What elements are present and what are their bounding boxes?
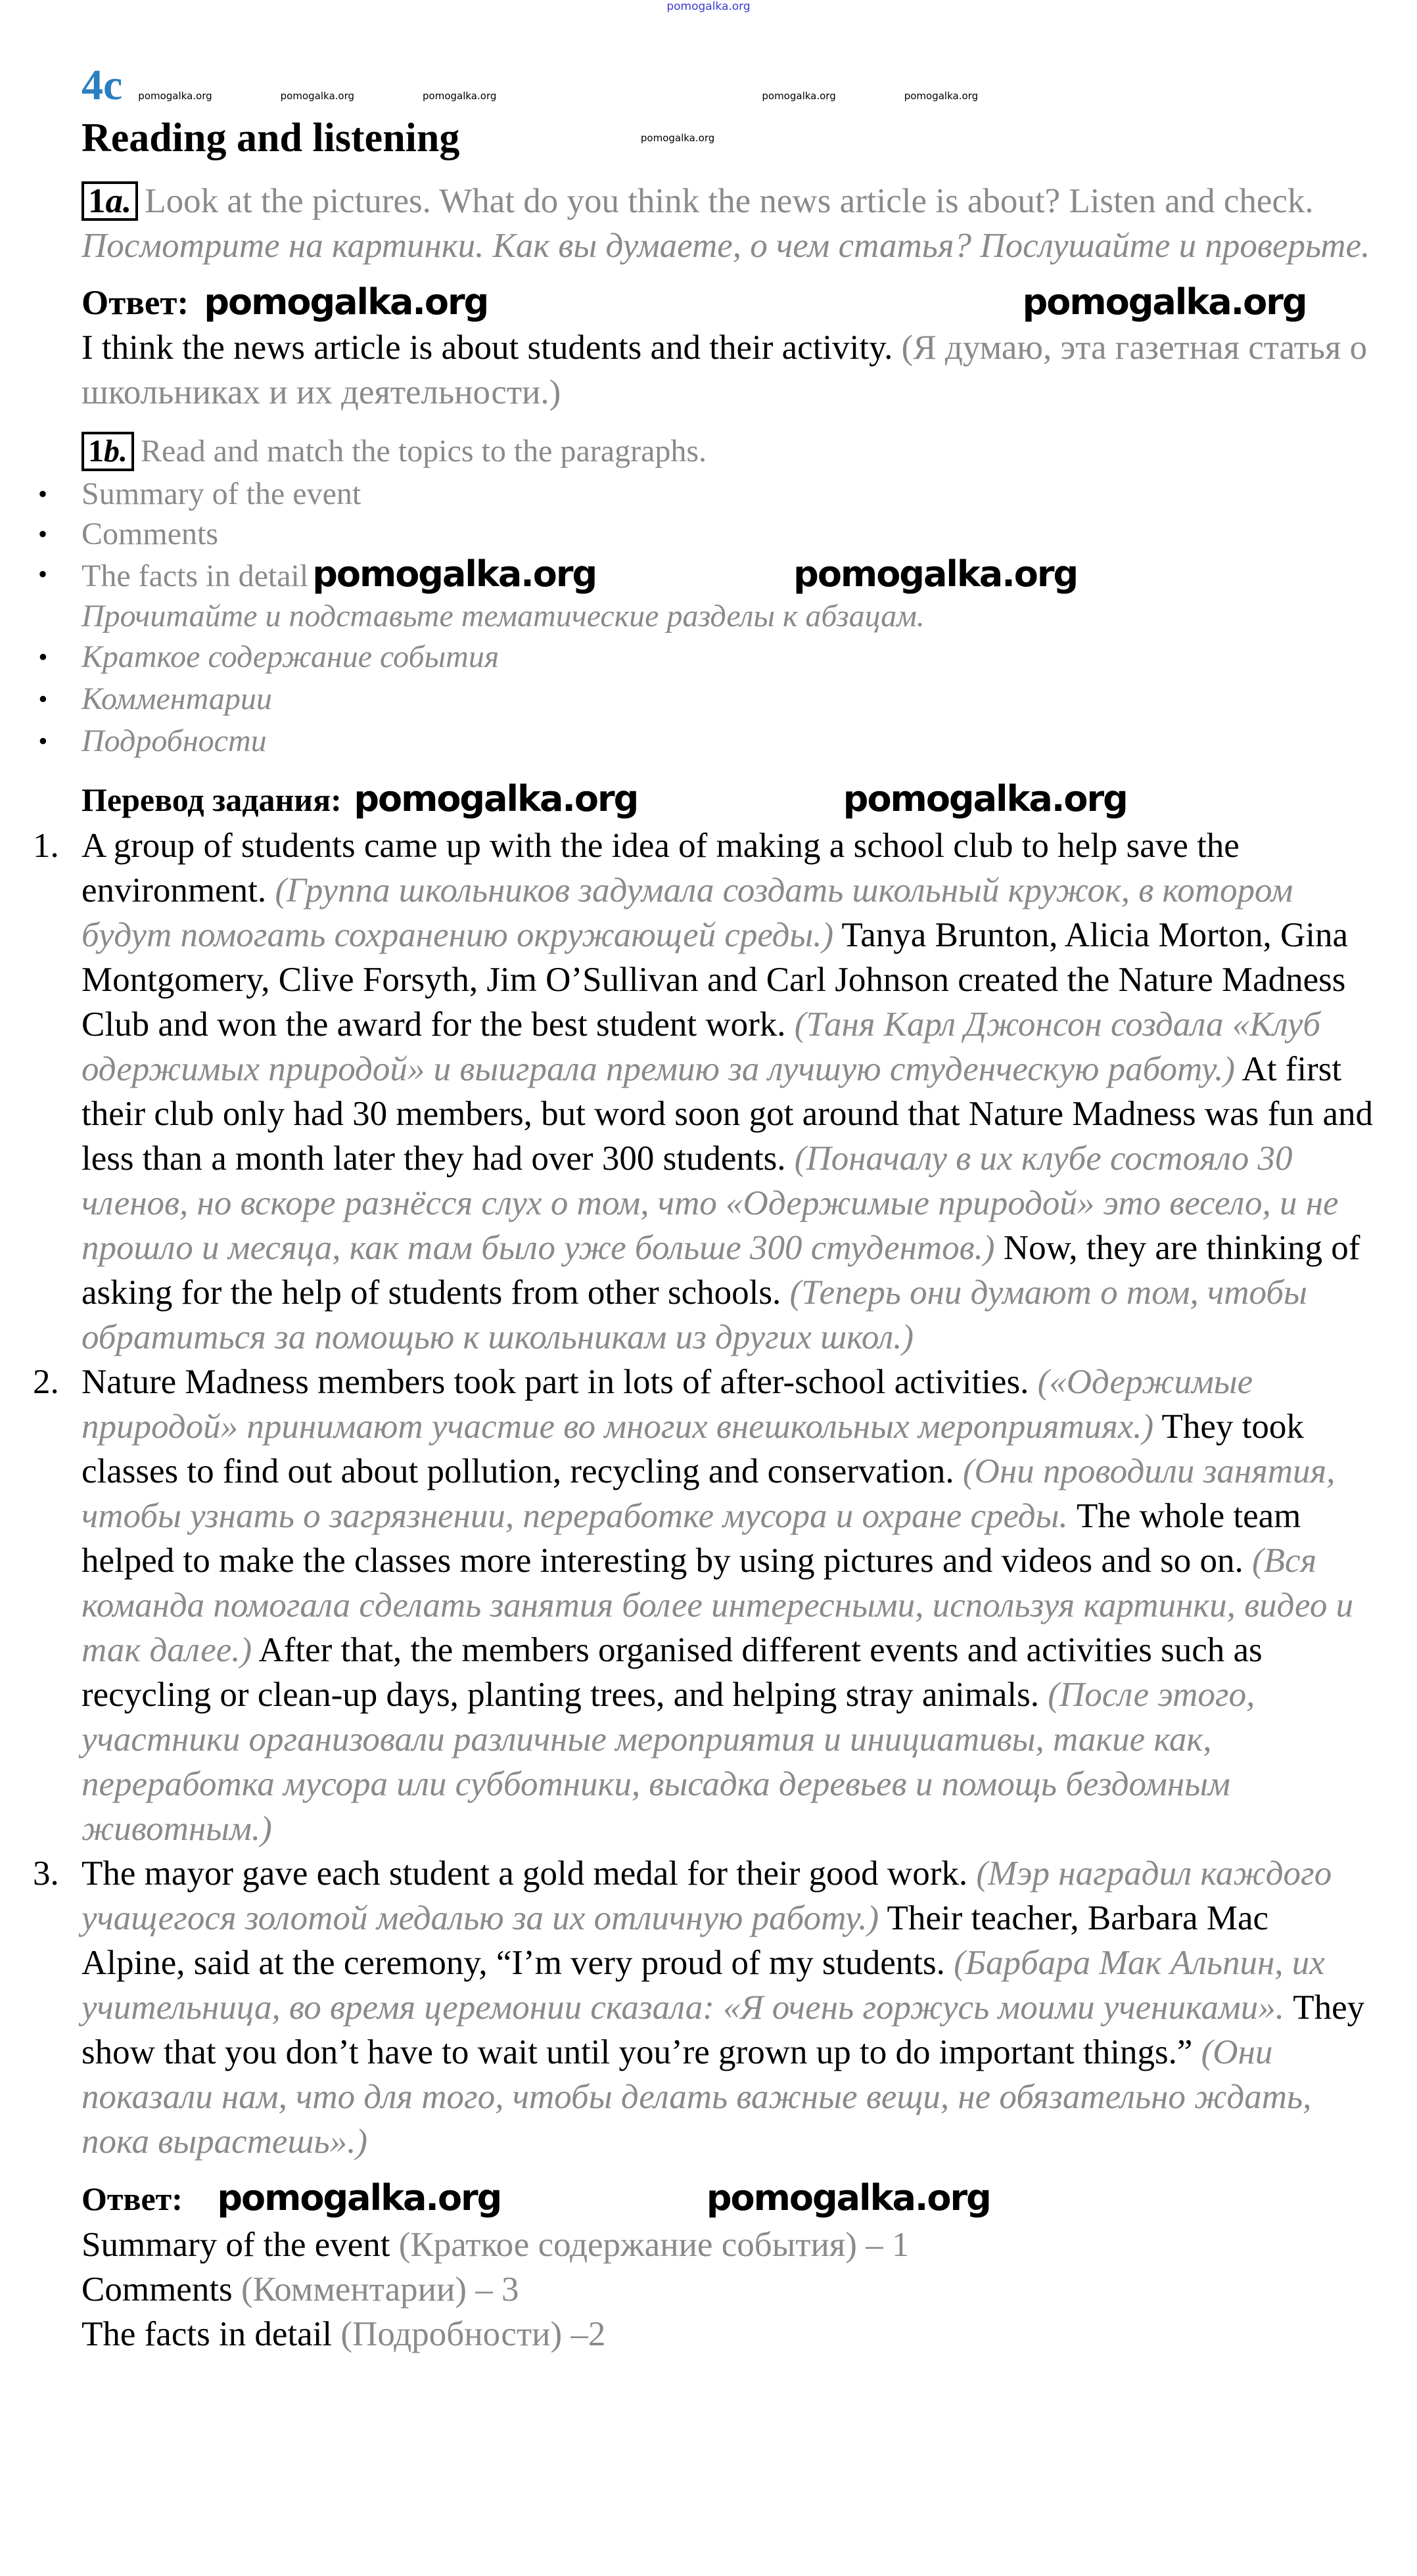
watermark: pomogalka.org <box>312 553 597 595</box>
answer-1a-en: I think the news article is about students and their activity. <box>81 329 893 367</box>
task-1b-instruction-ru: Прочитайте и подставьте тематические разделы к абзацам. <box>81 599 925 633</box>
text-en: At first their club only had 30 members, but word soon got around that Nature Madness was fun and less than a month later they had over 300 students. <box>81 1050 1374 1178</box>
answer-row: Summary of the event (Краткое содержание события) – 1 <box>81 2226 910 2264</box>
translation-ru: (Поначалу в их клубе состояло 30 членов, но вскоре разнёсся слух о том, что «Одержимые природой» это весело, и не прошло и месяца, как там было уже больше 300 студентов.) <box>81 1139 1339 1267</box>
text-en: They show that you don’t have to wait until you’re grown up to do important things.” <box>81 1989 1365 2071</box>
text-en: The whole team helped to make the classes more interesting by using pictures and videos and so on. <box>81 1497 1301 1580</box>
page-title: Reading and listening <box>81 116 460 160</box>
translation-ru: (Они показали нам, что для того, чтобы делать важные вещи, не обязательно ждать, пока вырастешь».) <box>81 2033 1312 2161</box>
watermark: pomogalka.org <box>904 90 979 102</box>
page-content <box>0 59 1417 2357</box>
watermark: pomogalka.org <box>280 90 355 102</box>
text-en: The mayor gave each student a gold medal for their good work. <box>81 1854 968 1893</box>
title-row <box>81 112 1373 164</box>
topic-item: • Comments <box>81 514 1373 554</box>
paragraph-list <box>33 823 1374 2164</box>
answer-row: The facts in detail (Подробности) –2 <box>81 2315 606 2353</box>
answer-1a-ru: (Я думаю, эта газетная статья о школьниках и их деятельности.) <box>81 329 1368 411</box>
translation-ru: (Вся команда помогала сделать занятия более интересными, используя картинки, видео и так далее.) <box>81 1542 1354 1669</box>
watermark: pomogalka.org <box>423 90 497 102</box>
translation-ru: («Одержимые природой» принимают участие во многих внешкольных мероприятиях.) <box>81 1363 1253 1446</box>
paragraph-number: 1. <box>33 827 59 865</box>
header-row <box>81 59 1373 112</box>
answer-heading-1b: Ответ: <box>81 2180 183 2217</box>
translation-ru: (После этого, участники организовали различные мероприятия и инициативы, такие как, переработка мусора или субботники, высадка деревьев и помощь бездомным животным.) <box>81 1676 1255 1848</box>
text-en: Their teacher, Barbara Mac Alpine, said at the ceremony, “I’m very proud of my students. <box>81 1899 1268 1982</box>
topic-item-ru: • Краткое содержание события <box>81 636 1373 678</box>
watermark: pomogalka.org <box>204 281 488 323</box>
task-label-1a: 1a. <box>81 181 138 221</box>
translation-heading-row <box>81 775 1373 823</box>
task-1b <box>81 429 1373 474</box>
translation-ru: (Группа школьников задумала создать школьный кружок, в котором будут помогать сохранению окружающей среды.) <box>81 871 1293 954</box>
task-label-1b: 1b. <box>81 432 134 471</box>
answer-heading-row <box>81 280 1373 325</box>
watermark: pomogalka.org <box>843 778 1127 819</box>
section-number: 4c <box>81 61 123 109</box>
task-1a-instruction-ru: Посмотрите на картинки. Как вы думаете, о чем статья? Послушайте и проверьте. <box>81 227 1370 265</box>
topic-item-ru: • Комментарии <box>81 678 1373 720</box>
paragraph-item <box>33 1851 1373 2164</box>
watermark: pomogalka.org <box>1022 281 1307 323</box>
topic-list <box>81 474 1373 762</box>
text-en: Now, they are thinking of asking for the help of students from other schools. <box>81 1229 1360 1312</box>
translation-ru: (Мэр наградил каждого учащегося золотой медалью за их отличную работу.) <box>81 1854 1332 1937</box>
paragraph-item <box>33 823 1374 1360</box>
text-en: After that, the members organised different events and activities such as recycling or clean-up days, planting trees, and helping stray animals. <box>81 1631 1263 1714</box>
paragraph-number: 2. <box>33 1363 59 1401</box>
topic-item: • The facts in detail pomogalka.org pomogalka.org <box>81 554 1373 596</box>
translation-heading: Перевод задания: <box>81 781 342 818</box>
answer-1a <box>81 325 1373 415</box>
task-1a <box>81 179 1373 268</box>
watermark: pomogalka.org <box>666 0 751 13</box>
text-en: A group of students came up with the idea of making a school club to help save the environment. <box>81 827 1240 909</box>
watermark: pomogalka.org <box>640 132 715 144</box>
translation-ru: (Теперь они думают о том, чтобы обратиться за помощью к школьникам из других школ.) <box>81 1274 1307 1356</box>
translation-ru: (Таня Карл Джонсон создала «Клуб одержимых природой» и выиграла премию за лучшую студенческую работу.) <box>81 1005 1321 1088</box>
paragraph-number: 3. <box>33 1854 59 1893</box>
text-en: Nature Madness members took part in lots of after-school activities. <box>81 1363 1029 1401</box>
task-1a-instruction: Look at the pictures. What do you think the news article is about? Listen and check. <box>145 182 1314 220</box>
answer-1b <box>81 2222 1373 2357</box>
watermark: pomogalka.org <box>138 90 212 102</box>
watermark: pomogalka.org <box>217 2177 501 2219</box>
watermark: pomogalka.org <box>706 2177 990 2219</box>
topic-item-ru: • Подробности <box>81 720 1373 762</box>
paragraph-item <box>33 1360 1373 1851</box>
task-1b-instruction: Read and match the topics to the paragraphs. <box>141 434 707 469</box>
watermark: pomogalka.org <box>793 553 1078 595</box>
topic-item: • Summary of the event <box>81 474 1373 514</box>
watermark: pomogalka.org <box>354 778 638 819</box>
translation-ru: (Они проводили занятия, чтобы узнать о загрязнении, переработке мусора и охране среды. <box>81 1452 1336 1535</box>
top-watermark-row <box>0 0 1417 59</box>
text-en: They took classes to find out about pollution, recycling and conservation. <box>81 1408 1304 1490</box>
answer-row: Comments (Комментарии) – 3 <box>81 2270 519 2309</box>
answer-heading-row-1b <box>81 2174 1373 2222</box>
translation-ru: (Барбара Мак Альпин, их учительница, во время церемонии сказала: «Я очень горжусь моими учениками». <box>81 1944 1325 2027</box>
answer-heading: Ответ: <box>81 284 189 322</box>
text-en: Tanya Brunton, Alicia Morton, Gina Montgomery, Clive Forsyth, Jim O’Sullivan and Carl Johnson created the Nature Madness Club and won the award for the best student work. <box>81 916 1349 1044</box>
watermark: pomogalka.org <box>762 90 836 102</box>
